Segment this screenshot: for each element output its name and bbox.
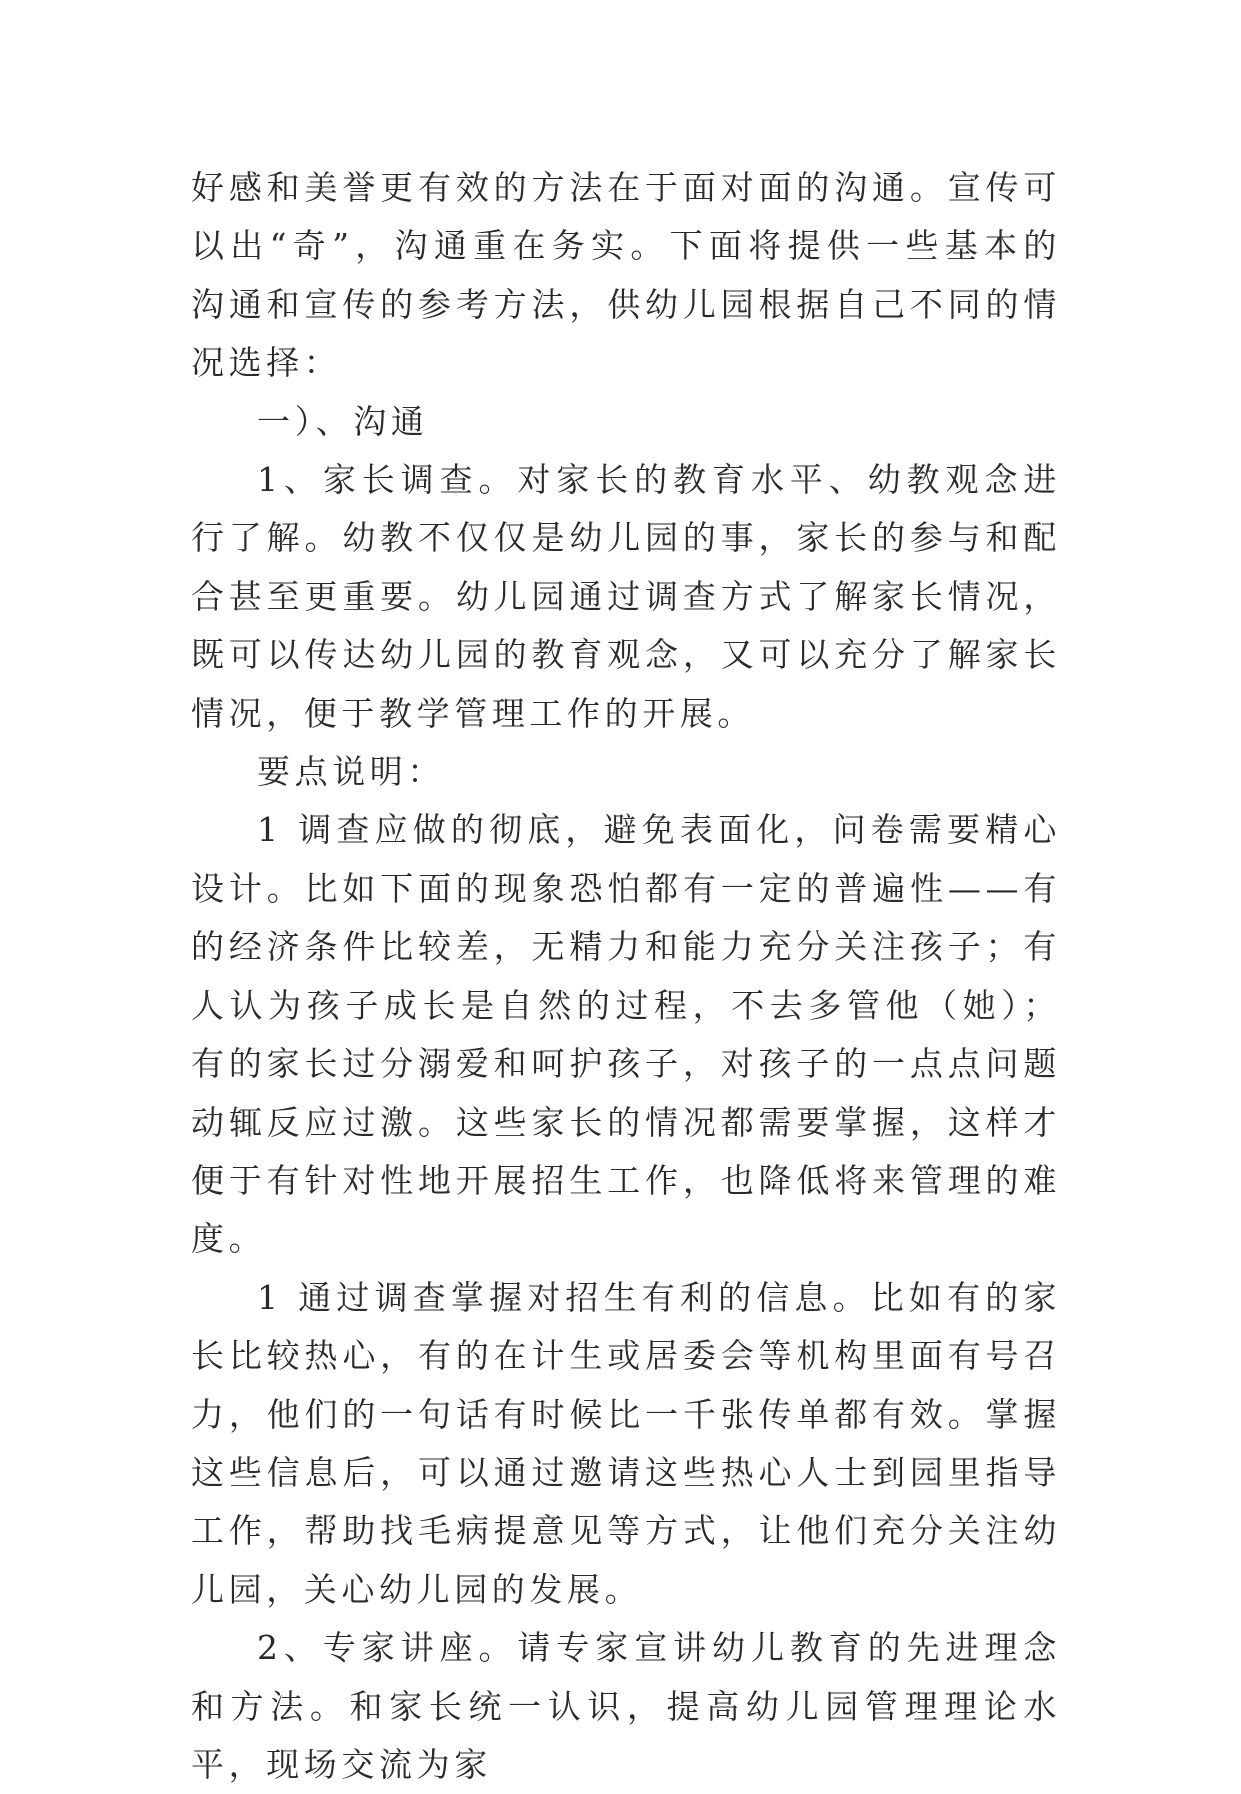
paragraph-parent-survey: 1、家长调查。对家长的教育水平、幼教观念进行了解。幼教不仅仅是幼儿园的事，家长的参与和配合甚至更重要。幼儿园通过调查方式了解家长情况，既可以传达幼儿园的教育观念，又可以充分了解家长情况，便于教学管理工作的开展。 <box>191 460 1061 733</box>
paragraph-intro: 好感和美誉更有效的方法在于面对面的沟通。宣传可以出“奇”，沟通重在务实。下面将提供一些基本的沟通和宣传的参考方法，供幼儿园根据自己不同的情况选择： <box>191 168 1061 383</box>
section-heading-communication: 一）、沟通 <box>257 401 429 441</box>
paragraph-expert-lecture: 2、专家讲座。请专家宣讲幼儿教育的先进理念和方法。和家长统一认识，提高幼儿园管理理论水平，现场交流为家 <box>191 1628 1061 1784</box>
paragraph-survey-information: 1 通过调查掌握对招生有利的信息。比如有的家长比较热心，有的在计生或居委会等机构里面有号召力，他们的一句话有时候比一千张传单都有效。掌握这些信息后，可以通过邀请这些热心人士到园里指导工作，帮助找毛病提意见等方式，让他们充分关注幼儿园，关心幼儿园的发展。 <box>191 1277 1061 1609</box>
paragraph-survey-thoroughness: 1 调查应做的彻底，避免表面化，问卷需要精心设计。比如下面的现象恐怕都有一定的普遍性——有的经济条件比较差，无精力和能力充分关注孩子；有人认为孩子成长是自然的过程，不去多管他（她）；有的家长过分溺爱和呵护孩子，对孩子的一点点问题动辄反应过激。这些家长的情况都需要掌握，这样才便于有针对性地开展招生工作，也降低将来管理的难度。 <box>191 810 1061 1259</box>
key-points-heading: 要点说明： <box>257 752 445 792</box>
body-text <box>191 159 1061 1794</box>
